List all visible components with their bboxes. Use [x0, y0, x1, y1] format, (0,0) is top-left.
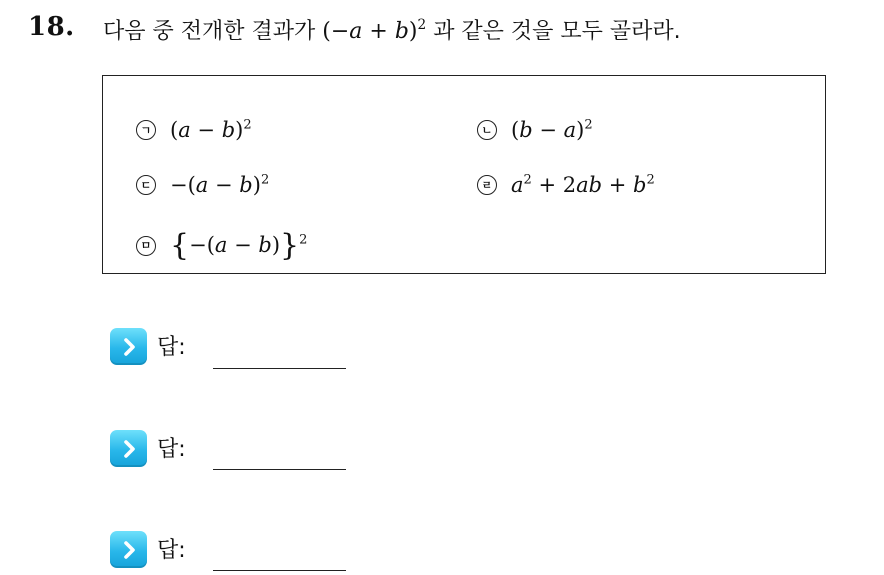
- option-rieul: [477, 173, 655, 197]
- option-expression: $(b - a)^2$: [511, 117, 593, 142]
- circled-digeut-marker: ㄷ: [136, 175, 156, 195]
- option-giyeok: [136, 118, 252, 142]
- option-mieum: [136, 228, 307, 263]
- answer-blank[interactable]: [213, 469, 346, 470]
- option-expression: $\{-(a - b)\}^2$: [170, 228, 308, 263]
- answer-row: [110, 531, 186, 568]
- question-number: 18.: [28, 12, 75, 42]
- question-text-after: 과 같은 것을 모두 골라라.: [433, 19, 681, 44]
- option-expression: $a^2 + 2ab + b^2$: [511, 172, 655, 197]
- answer-label: 답:: [157, 335, 186, 360]
- option-expression: $-(a - b)^2$: [170, 172, 270, 197]
- chevron-right-icon: [110, 328, 147, 365]
- chevron-right-icon: [110, 430, 147, 467]
- answer-blank[interactable]: [213, 570, 346, 571]
- circled-nieun-marker: ㄴ: [477, 120, 497, 140]
- answer-row: [110, 430, 186, 467]
- answer-row: [110, 328, 186, 365]
- question-expression: $(-a + b)^2$: [322, 17, 427, 44]
- answer-label: 답:: [157, 538, 186, 563]
- option-digeut: [136, 173, 269, 197]
- circled-giyeok-marker: ㄱ: [136, 120, 156, 140]
- circled-mieum-marker: ㅁ: [136, 236, 156, 256]
- chevron-right-icon: [110, 531, 147, 568]
- option-nieun: [477, 118, 593, 142]
- option-expression: $(a - b)^2$: [170, 117, 252, 142]
- question-text: [103, 14, 681, 45]
- question-text-before: 다음 중 전개한 결과가: [103, 19, 316, 44]
- circled-rieul-marker: ㄹ: [477, 175, 497, 195]
- answer-blank[interactable]: [213, 368, 346, 369]
- answer-label: 답:: [157, 437, 186, 462]
